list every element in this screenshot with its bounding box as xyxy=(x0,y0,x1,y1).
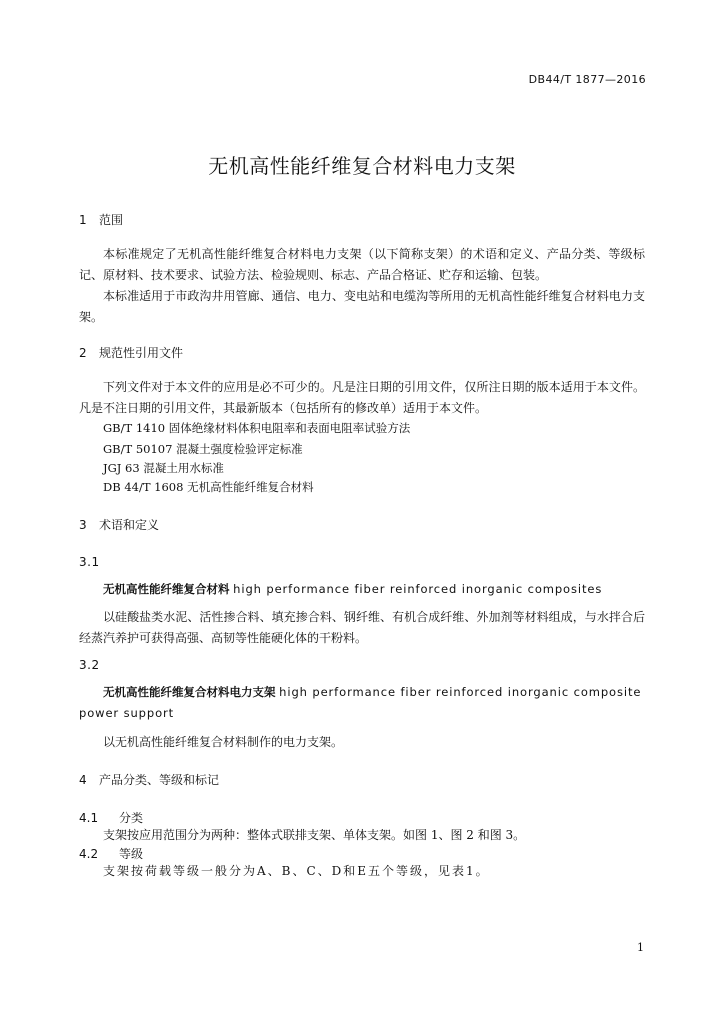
section-4-heading xyxy=(79,771,219,788)
clause-number-3-1: 3.1 xyxy=(79,555,100,569)
reference-item: GB/T 1410 固体绝缘材料体积电阻率和表面电阻率试验方法 xyxy=(103,421,411,435)
clause-title: 分类 xyxy=(119,811,144,825)
document-code: DB44/T 1877—2016 xyxy=(528,73,646,86)
section-3-heading xyxy=(79,516,159,533)
section-number: 2 xyxy=(79,346,87,360)
section-2-heading xyxy=(79,344,183,361)
section-1-heading xyxy=(79,211,123,228)
section-title: 范围 xyxy=(99,213,124,227)
section-number: 1 xyxy=(79,213,87,227)
reference-item: DB 44/T 1608 无机高性能纤维复合材料 xyxy=(103,480,314,494)
term-3-2 xyxy=(79,682,645,724)
classification-paragraph: 支架按应用范围分为两种：整体式联排支架、单体支架。如图 1、图 2 和图 3。 xyxy=(103,828,526,842)
document-title: 无机高性能纤维复合材料电力支架 xyxy=(208,154,516,178)
term-3-2-definition: 以无机高性能纤维复合材料制作的电力支架。 xyxy=(103,735,344,749)
page-number: 1 xyxy=(637,941,644,954)
clause-number-3-2: 3.2 xyxy=(79,658,100,672)
grade-paragraph: 支架按荷载等级一般分为A、B、C、D和E五个等级，见表1。 xyxy=(103,864,490,878)
reference-item: GB/T 50107 混凝土强度检验评定标准 xyxy=(103,442,303,456)
clause-number: 4.2 xyxy=(79,847,99,861)
term-3-1 xyxy=(79,579,645,600)
section-title: 产品分类、等级和标记 xyxy=(99,773,220,787)
clause-4-2-heading xyxy=(79,845,143,862)
section-number: 3 xyxy=(79,518,87,532)
clause-title: 等级 xyxy=(119,847,144,861)
term-3-1-definition: 以硅酸盐类水泥、活性掺合料、填充掺合料、钢纤维、有机合成纤维、外加剂等材料组成，与水拌合后经蒸汽养护可获得高强、高韧等性能硬化体的干粉料。 xyxy=(79,610,645,645)
section-number: 4 xyxy=(79,773,87,787)
section-title: 规范性引用文件 xyxy=(99,346,184,360)
normative-intro-paragraph: 下列文件对于本文件的应用是必不可少的。凡是注日期的引用文件，仅所注日期的版本适用于本文件。凡是不注日期的引用文件，其最新版本（包括所有的修改单）适用于本文件。 xyxy=(79,380,645,415)
term-english: high performance fiber reinforced inorganic composite power support xyxy=(79,685,642,720)
term-chinese: 无机高性能纤维复合材料 xyxy=(103,582,230,596)
scope-paragraph-1: 本标准规定了无机高性能纤维复合材料电力支架（以下简称支架）的术语和定义、产品分类、等级标记、原材料、技术要求、试验方法、检验规则、标志、产品合格证、贮存和运输、包装。 xyxy=(79,247,645,282)
reference-item: JGJ 63 混凝土用水标准 xyxy=(103,461,224,475)
term-chinese: 无机高性能纤维复合材料电力支架 xyxy=(103,685,276,699)
clause-4-1-heading xyxy=(79,809,143,826)
term-english: high performance fiber reinforced inorganic composites xyxy=(233,582,603,596)
section-title: 术语和定义 xyxy=(99,518,160,532)
scope-paragraph-2: 本标准适用于市政沟井用管廊、通信、电力、变电站和电缆沟等所用的无机高性能纤维复合材料电力支架。 xyxy=(79,289,645,324)
clause-number: 4.1 xyxy=(79,811,99,825)
